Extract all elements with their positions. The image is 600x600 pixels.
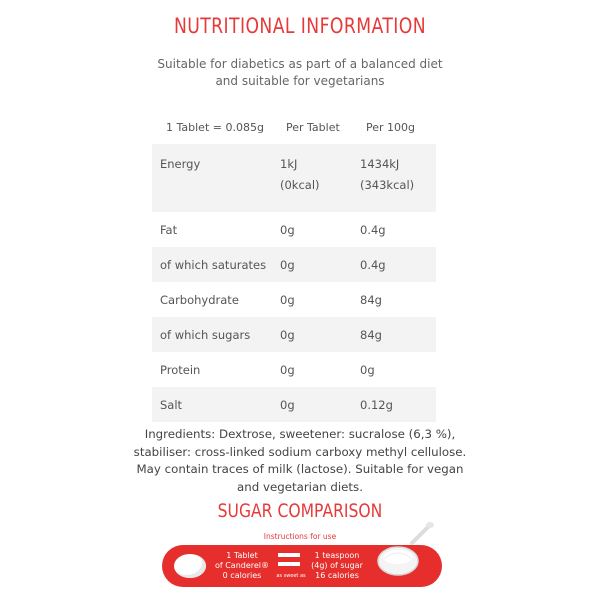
header-per-100g: Per 100g xyxy=(366,120,416,134)
tablet-icon xyxy=(174,554,206,578)
table-row xyxy=(152,282,436,317)
row-per-tablet: 0g xyxy=(280,292,295,307)
row-per-100g: 0.12g xyxy=(360,397,393,412)
energy-per-tablet xyxy=(280,154,360,196)
table-row xyxy=(152,247,436,282)
energy-per-tablet-kj: 1kJ xyxy=(280,157,298,171)
row-per-100g: 0.4g xyxy=(360,222,386,237)
nutrition-title: NUTRITIONAL INFORMATION xyxy=(173,14,427,38)
row-per-100g: 84g xyxy=(360,292,382,307)
table-row xyxy=(152,212,436,247)
sugar-comparison-banner xyxy=(162,545,442,587)
table-row-energy xyxy=(152,144,436,212)
energy-per-100g-kcal: (343kcal) xyxy=(360,178,415,192)
row-per-tablet: 0g xyxy=(280,397,295,412)
table-header-row xyxy=(152,110,436,144)
nutrition-table xyxy=(152,110,436,422)
sugar-line-2: (4g) of sugar xyxy=(311,561,363,570)
equals-icon xyxy=(278,553,300,569)
tablet-description xyxy=(210,551,274,581)
energy-per-100g xyxy=(360,154,436,196)
table-row xyxy=(152,352,436,387)
header-per-tablet: Per Tablet xyxy=(286,120,340,134)
energy-per-100g-kj: 1434kJ xyxy=(360,157,400,171)
ingredients-text: Ingredients: Dextrose, sweetener: sucralose (6,3 %), stabiliser: cross-linked sodium carboxy methyl cellulose. May contain traces of milk (lactose). Suitable for vegan and vegetarian diets. xyxy=(133,427,467,494)
sugar-comparison-title: SUGAR COMPARISON xyxy=(217,500,383,522)
row-per-tablet: 0g xyxy=(280,362,295,377)
row-label: of which sugars xyxy=(160,327,251,342)
header-serving: 1 Tablet = 0.085g xyxy=(166,120,264,134)
row-per-100g: 0g xyxy=(360,362,375,377)
row-per-100g: 84g xyxy=(360,327,382,342)
row-label: of which saturates xyxy=(160,257,267,272)
row-label: Protein xyxy=(160,362,201,377)
row-label: Salt xyxy=(160,397,183,412)
instructions-label: Instructions for use xyxy=(263,532,337,541)
as-sweet-as-label: as sweet as xyxy=(276,573,306,579)
suitability-subtitle: Suitable for diabetics as part of a balanced diet and suitable for vegetarians xyxy=(157,57,443,88)
tablet-line-1: 1 Tablet xyxy=(226,551,258,560)
energy-label: Energy xyxy=(160,157,201,171)
tablet-line-3: 0 calories xyxy=(222,571,262,580)
row-label: Carbohydrate xyxy=(160,292,239,307)
table-row xyxy=(152,387,436,422)
table-row xyxy=(152,317,436,352)
teaspoon-icon xyxy=(360,519,440,589)
tablet-line-2: of Canderel® xyxy=(214,561,270,570)
row-label: Fat xyxy=(160,222,178,237)
row-per-tablet: 0g xyxy=(280,327,295,342)
row-per-100g: 0.4g xyxy=(360,257,386,272)
energy-per-tablet-kcal: (0kcal) xyxy=(280,178,320,192)
sugar-line-1: 1 teaspoon xyxy=(314,551,360,560)
row-per-tablet: 0g xyxy=(280,257,295,272)
row-per-tablet: 0g xyxy=(280,222,295,237)
sugar-line-3: 16 calories xyxy=(315,571,359,580)
